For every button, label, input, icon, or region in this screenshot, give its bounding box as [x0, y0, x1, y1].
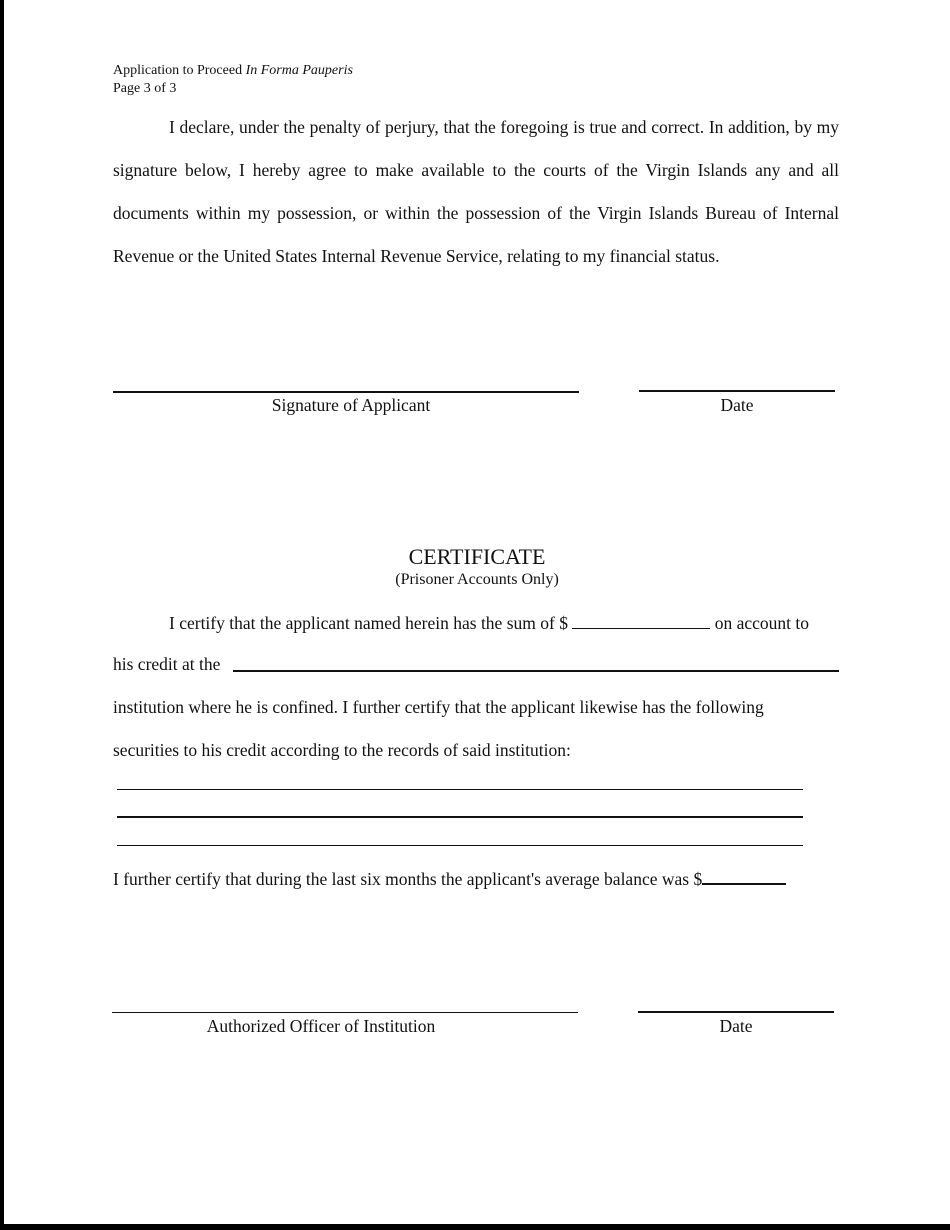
certificate-subtitle: (Prisoner Accounts Only) — [395, 571, 559, 588]
officer-signature-label: Authorized Officer of Institution — [206, 1016, 436, 1036]
page-number: Page 3 of 3 — [113, 81, 177, 96]
securities-line-1[interactable] — [117, 789, 803, 790]
officer-date-line[interactable] — [638, 1011, 834, 1013]
applicant-date-label: Date — [720, 395, 754, 415]
sum-amount-blank[interactable] — [572, 612, 710, 629]
institution-text: institution where he is confined. I further certify that the applicant likewise has the following — [113, 697, 764, 717]
institution-name-blank[interactable] — [233, 670, 839, 672]
applicant-date-line[interactable] — [639, 390, 835, 392]
declaration-paragraph: I declare, under the penalty of perjury, that the foregoing is true and correct. In addition, by my signature below, I hereby agree to make available to the courts of the Virgin Islands any and all documents within my possession, or within the possession of the Virgin Islands Bureau of Internal Revenue or the United States Internal Revenue Service, relating to my financial status. — [113, 117, 839, 266]
average-balance-text: I further certify that during the last six months the applicant's average balance was $ — [113, 869, 703, 889]
document-page — [4, 0, 950, 1224]
sum-suffix-text: on account to — [714, 613, 809, 633]
certificate-title: CERTIFICATE — [408, 544, 546, 569]
applicant-signature-line[interactable] — [113, 391, 579, 393]
certificate-sum-line — [169, 612, 841, 634]
securities-line-3[interactable] — [117, 845, 803, 846]
header-title-prefix: Application to Proceed — [113, 63, 246, 78]
credit-prefix-text: his credit at the — [113, 654, 221, 674]
officer-signature-line[interactable] — [112, 1012, 578, 1013]
average-balance-blank[interactable] — [702, 867, 786, 885]
header-title-italic: In Forma Pauperis — [245, 63, 353, 78]
officer-date-label: Date — [719, 1016, 753, 1036]
applicant-signature-label: Signature of Applicant — [271, 395, 431, 415]
securities-text: securities to his credit according to the records of said institution: — [113, 740, 571, 760]
securities-line-2[interactable] — [117, 816, 803, 818]
document-header-title — [113, 62, 353, 79]
sum-prefix-text: I certify that the applicant named herein has the sum of $ — [169, 613, 568, 633]
average-balance-line — [113, 867, 786, 890]
